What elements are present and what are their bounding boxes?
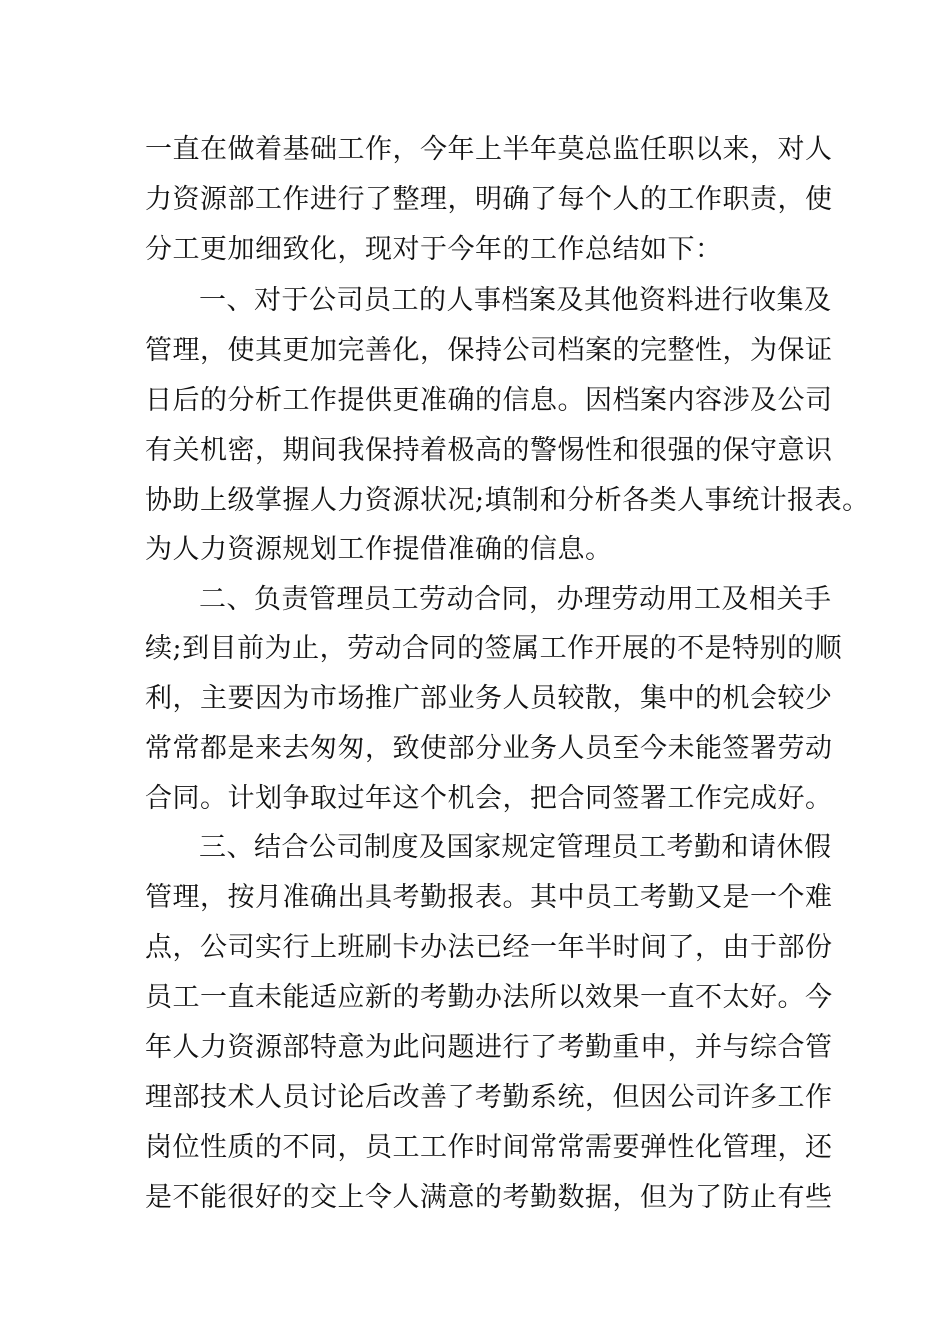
text-line: 年人力资源部特意为此问题进行了考勤重申，并与综合管: [145, 1032, 833, 1063]
text-line: 点，公司实行上班刷卡办法已经一年半时间了，由于部份: [145, 932, 833, 963]
text-line: 协助上级掌握人力资源状况;填制和分析各类人事统计报表。: [145, 485, 870, 516]
text-line: 分工更加细致化，现对于今年的工作总结如下：: [145, 234, 723, 265]
text-line: 岗位性质的不同，员工工作时间常常需要弹性化管理，还: [145, 1132, 833, 1163]
text-line: 一直在做着基础工作，今年上半年莫总监任职以来，对人: [145, 134, 833, 165]
text-line: 是不能很好的交上令人满意的考勤数据，但为了防止有些: [145, 1182, 833, 1213]
paragraph-1-first-line: 一、对于公司员工的人事档案及其他资料进行收集及: [199, 285, 832, 316]
text-line: 管理，使其更加完善化，保持公司档案的完整性，为保证: [145, 335, 833, 366]
text-line: 日后的分析工作提供更准确的信息。因档案内容涉及公司: [145, 385, 833, 416]
text-line: 理部技术人员讨论后改善了考勤系统，但因公司许多工作: [145, 1082, 833, 1113]
text-line: 员工一直未能适应新的考勤办法所以效果一直不太好。今: [145, 982, 833, 1013]
text-line: 有关机密，期间我保持着极高的警惕性和很强的保守意识: [145, 435, 833, 466]
paragraph-3-first-line: 三、结合公司制度及国家规定管理员工考勤和请休假: [199, 832, 832, 863]
text-line: 力资源部工作进行了整理，明确了每个人的工作职责，使: [145, 184, 833, 215]
text-line: 常常都是来去匆匆，致使部分业务人员至今未能签署劳动: [145, 733, 833, 764]
text-line: 为人力资源规划工作提借准确的信息。: [145, 534, 613, 565]
text-line: 合同。计划争取过年这个机会，把合同签署工作完成好。: [145, 783, 833, 814]
text-line: 利，主要因为市场推广部业务人员较散，集中的机会较少: [145, 683, 833, 714]
text-line: 续;到目前为止，劳动合同的签属工作开展的不是特别的顺: [145, 633, 843, 664]
text-line: 管理，按月准确出具考勤报表。其中员工考勤又是一个难: [145, 882, 833, 913]
paragraph-2-first-line: 二、负责管理员工劳动合同，办理劳动用工及相关手: [199, 584, 832, 615]
